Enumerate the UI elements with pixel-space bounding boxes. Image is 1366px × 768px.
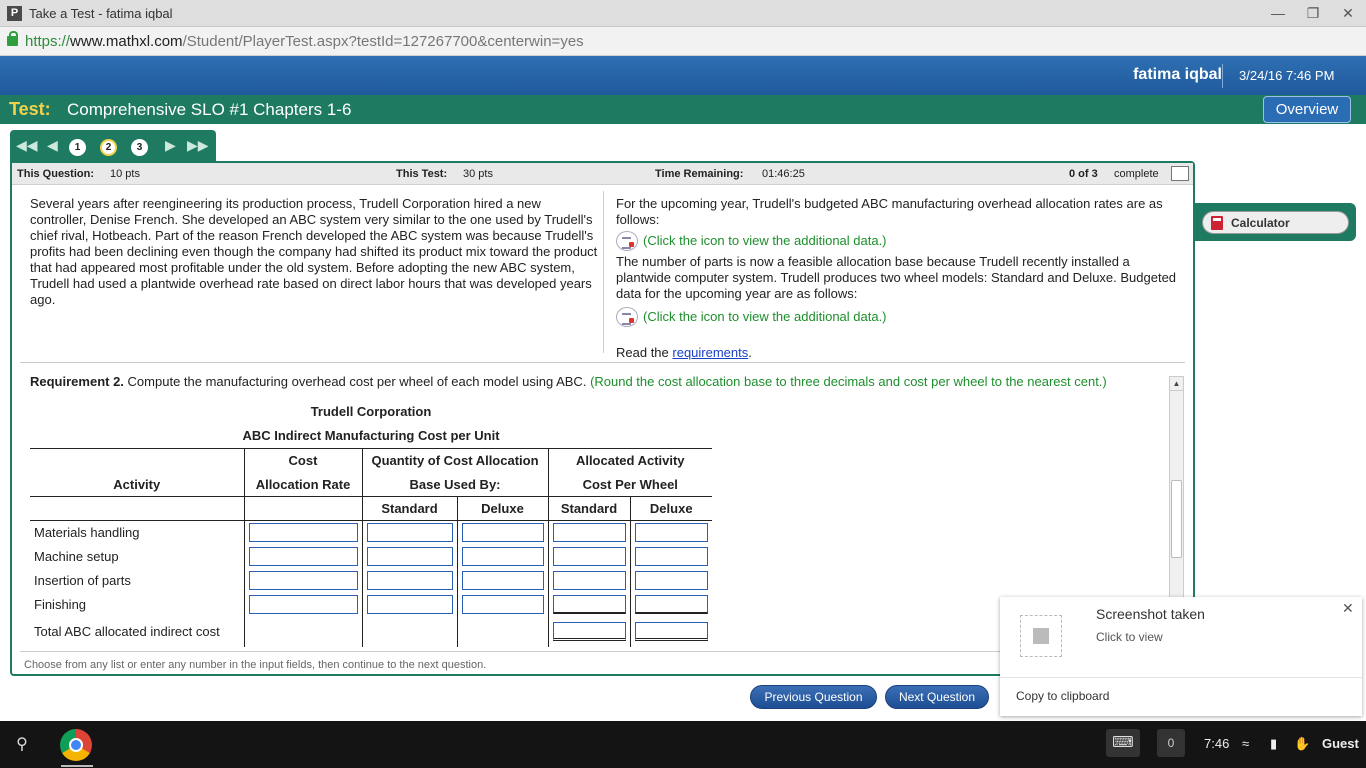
url-scheme: https://	[25, 33, 71, 50]
this-test-value: 30 pts	[463, 168, 493, 180]
requirement-body: Compute the manufacturing overhead cost per wheel of each model using ABC.	[127, 374, 587, 389]
rate-input[interactable]	[249, 523, 358, 542]
table-row	[30, 521, 712, 545]
row-activity: Materials handling	[30, 521, 244, 545]
row-activity: Insertion of parts	[30, 569, 244, 593]
table-company: Trudell Corporation	[310, 404, 432, 419]
test-name: Comprehensive SLO #1 Chapters 1-6	[67, 100, 352, 119]
table-subtitle: ABC Indirect Manufacturing Cost per Unit	[242, 428, 500, 443]
alloc-deluxe-input[interactable]	[635, 595, 709, 614]
window-title: Take a Test - fatima iqbal	[29, 6, 173, 21]
section-divider	[20, 362, 1185, 363]
restore-icon[interactable]: ❐	[1306, 5, 1320, 21]
header-cost-line2: Allocation Rate	[244, 473, 362, 497]
row-activity: Machine setup	[30, 545, 244, 569]
total-label: Total ABC allocated indirect cost	[30, 617, 244, 647]
additional-data-link-1[interactable]	[616, 231, 1184, 251]
qty-deluxe-input[interactable]	[462, 571, 544, 590]
previous-icon[interactable]: ◀	[47, 137, 58, 153]
question-number-1[interactable]: 1	[69, 139, 86, 156]
search-icon[interactable]: ⚲	[16, 736, 28, 753]
status-tray[interactable]	[1196, 729, 1362, 757]
requirement-label: Requirement 2.	[30, 374, 124, 389]
time-remaining-value: 01:46:25	[762, 168, 805, 180]
notification-divider	[1000, 677, 1362, 678]
shelf-user: Guest	[1322, 736, 1359, 751]
minimize-icon[interactable]: —	[1271, 5, 1285, 21]
this-question-value: 10 pts	[110, 168, 140, 180]
question-number-3[interactable]: 3	[131, 139, 148, 156]
problem-data-column	[616, 196, 1184, 361]
screenshot-notification[interactable]	[1000, 597, 1362, 716]
alloc-standard-input[interactable]	[553, 523, 626, 542]
screenshot-thumbnail[interactable]	[1020, 615, 1062, 657]
read-the-text: Read the	[616, 345, 669, 360]
header-qty-standard: Standard	[362, 497, 457, 521]
this-test-label: This Test:	[396, 168, 448, 180]
progress-suffix: complete	[1114, 168, 1159, 180]
additional-data-link-2[interactable]	[616, 307, 1184, 327]
calculator-tab	[1195, 203, 1356, 241]
window-titlebar	[0, 0, 1366, 27]
alloc-deluxe-input[interactable]	[635, 571, 709, 590]
requirement-text	[30, 374, 1150, 389]
lock-icon	[7, 36, 18, 46]
app-icon: P	[7, 6, 22, 21]
table-total-row	[30, 617, 712, 647]
hand-icon: ✋	[1294, 736, 1311, 751]
test-header	[0, 95, 1366, 124]
overview-button[interactable]: Overview	[1263, 96, 1351, 123]
total-standard-input[interactable]	[553, 622, 626, 641]
table-row	[30, 569, 712, 593]
battery-icon: ▮	[1270, 736, 1278, 751]
notification-close-icon[interactable]: ✕	[1342, 600, 1354, 616]
qty-standard-input[interactable]	[367, 571, 453, 590]
first-question-icon[interactable]: ◀◀	[16, 137, 38, 153]
header-datetime: 3/24/16 7:46 PM	[1239, 68, 1335, 83]
calculator-button[interactable]	[1202, 211, 1349, 234]
question-number-2[interactable]: 2	[100, 139, 117, 156]
table-row	[30, 545, 712, 569]
qty-standard-input[interactable]	[367, 523, 453, 542]
info-bar	[12, 163, 1193, 185]
this-question-label: This Question:	[17, 168, 94, 180]
chrome-icon[interactable]	[60, 729, 92, 761]
question-nav	[10, 130, 216, 161]
qty-deluxe-input[interactable]	[462, 523, 544, 542]
alloc-standard-input[interactable]	[553, 571, 626, 590]
active-app-indicator	[61, 765, 93, 767]
qty-deluxe-input[interactable]	[462, 547, 544, 566]
header-alloc-line1: Allocated Activity	[575, 453, 685, 469]
read-requirements	[616, 345, 1184, 361]
data-table-icon[interactable]	[616, 307, 638, 327]
time-remaining-label: Time Remaining:	[655, 168, 744, 180]
previous-question-button[interactable]: Previous Question	[750, 685, 877, 709]
header-alloc-line2: Cost Per Wheel	[582, 476, 678, 492]
period-text: .	[748, 345, 752, 360]
popout-icon[interactable]	[1171, 166, 1189, 181]
header-qty-line1: Quantity of Cost Allocation	[362, 449, 548, 473]
alloc-deluxe-input[interactable]	[635, 523, 709, 542]
copy-to-clipboard-button[interactable]: Copy to clipboard	[1016, 689, 1110, 703]
rate-input[interactable]	[249, 571, 358, 590]
alloc-deluxe-input[interactable]	[635, 547, 709, 566]
qty-deluxe-input[interactable]	[462, 595, 544, 614]
top-header	[0, 56, 1366, 95]
abc-cost-table	[30, 448, 712, 647]
total-deluxe-input[interactable]	[635, 622, 709, 641]
shelf-time: 7:46	[1204, 736, 1230, 751]
rate-input[interactable]	[249, 547, 358, 566]
test-label: Test:	[9, 99, 51, 119]
header-activity: Activity	[30, 473, 244, 497]
header-qty-line2: Base Used By:	[362, 473, 548, 497]
address-bar[interactable]	[0, 27, 1366, 56]
requirement-hint: (Round the cost allocation base to three decimals and cost per wheel to the nearest cent.)	[590, 374, 1107, 389]
alloc-standard-input[interactable]	[553, 547, 626, 566]
url-path: /Student/PlayerTest.aspx?testId=127267700&centerwin=yes	[182, 33, 584, 50]
problem-description: Several years after reengineering its production process, Trudell Corporation hired a new controller, Denise French. She developed an ABC system very similar to the one used by Trudell's chief rival, Hotbeach. Part of the reason French developed the ABC system was because Trudell's profits had been declining even though the company had shifted its product mix toward the product that had appeared most profitable under the old system. Before adopting the new ABC system, Trudell had used a plantwide overhead rate based on direct labor hours that was developed years ago.	[30, 196, 598, 307]
url-host: www.mathxl.com	[70, 33, 183, 50]
keyboard-icon[interactable]: ⌨	[1106, 729, 1140, 757]
rate-input[interactable]	[249, 595, 358, 614]
close-icon[interactable]: ✕	[1342, 5, 1354, 21]
url-text[interactable]	[25, 33, 584, 50]
row-activity: Finishing	[30, 593, 244, 617]
calculator-icon	[1211, 216, 1223, 230]
header-qty-deluxe: Deluxe	[457, 497, 548, 521]
notification-title: Screenshot taken	[1096, 606, 1205, 622]
header-cost-line1: Cost	[244, 449, 362, 473]
requirements-link[interactable]: requirements	[672, 345, 749, 360]
scroll-up-icon[interactable]: ▲	[1170, 377, 1183, 391]
data-table-icon[interactable]	[616, 231, 638, 251]
header-divider	[1222, 64, 1223, 88]
qty-standard-input[interactable]	[367, 595, 453, 614]
additional-data-text-2[interactable]: (Click the icon to view the additional data.)	[643, 309, 887, 324]
qty-standard-input[interactable]	[367, 547, 453, 566]
rates-intro: For the upcoming year, Trudell's budgeted ABC manufacturing overhead allocation rates are as follows:	[616, 196, 1163, 227]
user-name: fatima iqbal	[1133, 66, 1222, 83]
next-icon[interactable]: ▶	[165, 137, 176, 153]
next-question-button[interactable]: Next Question	[885, 685, 989, 709]
notification-view-link[interactable]: Click to view	[1096, 630, 1163, 644]
budget-intro: The number of parts is now a feasible allocation base because Trudell recently installed a plantwide computer system. Trudell produces two wheel models: Standard and Deluxe. Budgeted data for the upcoming year are as follows:	[616, 254, 1177, 301]
answer-scrollbar[interactable]	[1169, 376, 1184, 600]
table-row	[30, 593, 712, 617]
header-alloc-deluxe: Deluxe	[649, 501, 693, 516]
alloc-standard-input[interactable]	[553, 595, 626, 614]
footer-note: Choose from any list or enter any number in the input fields, then continue to the next question.	[24, 659, 487, 671]
calculator-label: Calculator	[1231, 216, 1290, 230]
wifi-icon: ≈	[1242, 736, 1250, 751]
notification-count[interactable]: 0	[1157, 729, 1185, 757]
scroll-thumb[interactable]	[1171, 480, 1182, 558]
os-shelf	[0, 721, 1366, 768]
header-alloc-standard: Standard	[548, 497, 630, 521]
additional-data-text-1[interactable]: (Click the icon to view the additional data.)	[643, 233, 887, 248]
last-question-icon[interactable]: ▶▶	[187, 137, 209, 153]
column-divider	[603, 191, 604, 353]
progress-count: 0 of 3	[1069, 168, 1098, 180]
